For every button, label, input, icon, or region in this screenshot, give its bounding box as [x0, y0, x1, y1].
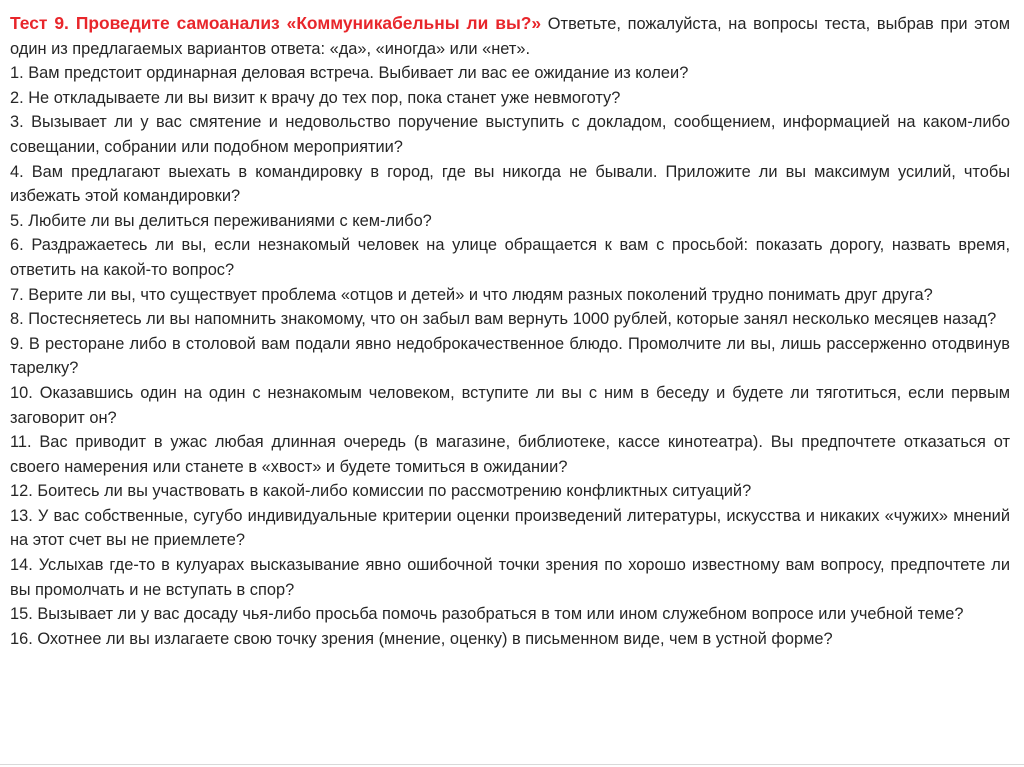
- question-item: 2. Не откладываете ли вы визит к врачу до тех пор, пока станет уже невмоготу?: [10, 88, 621, 107]
- slide-bottom-divider: [0, 764, 1024, 765]
- question-item: 4. Вам предлагают выехать в командировку в город, где вы никогда не бывали. Приложите ли вы максимум усилий, чтобы избежать этой командировки?: [10, 162, 1010, 206]
- question-item: 15. Вызывает ли у вас досаду чья-либо просьба помочь разобраться в том или ином служебном вопросе или учебной теме?: [10, 605, 964, 624]
- test-intro: [10, 11, 1010, 61]
- question-item: 7. Верите ли вы, что существует проблема «отцов и детей» и что людям разных поколений трудно понимать друг друга?: [10, 285, 933, 304]
- question-item: 11. Вас приводит в ужас любая длинная очередь (в магазине, библиотеке, кассе кинотеатра). Вы предпочтете отказаться от своего намерения или станете в «хвост» и будете томиться в ожидании?: [10, 433, 1010, 476]
- question-item: 14. Услыхав где-то в кулуарах высказывание явно ошибочной точки зрения по хорошо известному вам вопросу, предпочтете ли вы промолчать и не вступать в спор?: [10, 556, 1010, 599]
- question-item: 6. Раздражаетесь ли вы, если незнакомый человек на улице обращается к вам с просьбой: показать дорогу, назвать время, ответить на какой-то вопрос?: [10, 236, 1010, 279]
- question-item: 13. У вас собственные, сугубо индивидуальные критерии оценки произведений литературы, искусства и никаких «чужих» мнений на этот счет вы не приемлете?: [10, 506, 1010, 550]
- question-item: 3. Вызывает ли у вас смятение и недовольство поручение выступить с докладом, сообщением, информацией на каком-либо совещании, собрании или подобном мероприятии?: [10, 113, 1010, 156]
- question-item: 10. Оказавшись один на один с незнакомым человеком, вступите ли вы с ним в беседу и будете ли тяготиться, если первым заговорит он?: [10, 383, 1010, 427]
- question-item: 16. Охотнее ли вы излагаете свою точку зрения (мнение, оценку) в письменном виде, чем в устной форме?: [10, 629, 833, 648]
- question-item: 12. Боитесь ли вы участвовать в какой-либо комиссии по рассмотрению конфликтных ситуаций?: [10, 482, 752, 501]
- question-item: 5. Любите ли вы делиться переживаниями с кем-либо?: [10, 211, 432, 230]
- question-item: 8. Постесняетесь ли вы напомнить знакомому, что он забыл вам вернуть 1000 рублей, которые занял несколько месяцев назад?: [10, 310, 997, 329]
- test-title: Тест 9. Проведите самоанализ «Коммуникабельны ли вы?»: [10, 13, 542, 33]
- test-content: [10, 11, 1010, 651]
- question-item: 1. Вам предстоит ординарная деловая встреча. Выбивает ли вас ее ожидание из колеи?: [10, 64, 689, 83]
- test-instructions: Ответьте, пожалуйста, на вопросы теста, выбрав при этом один из предлагаемых вариантов ответа: «да», «иногда» или «нет».: [10, 15, 1010, 58]
- question-item: 9. В ресторане либо в столовой вам подали явно недоброкачественное блюдо. Промолчите ли вы, лишь рассерженно отодвинув тарелку?: [10, 334, 1010, 378]
